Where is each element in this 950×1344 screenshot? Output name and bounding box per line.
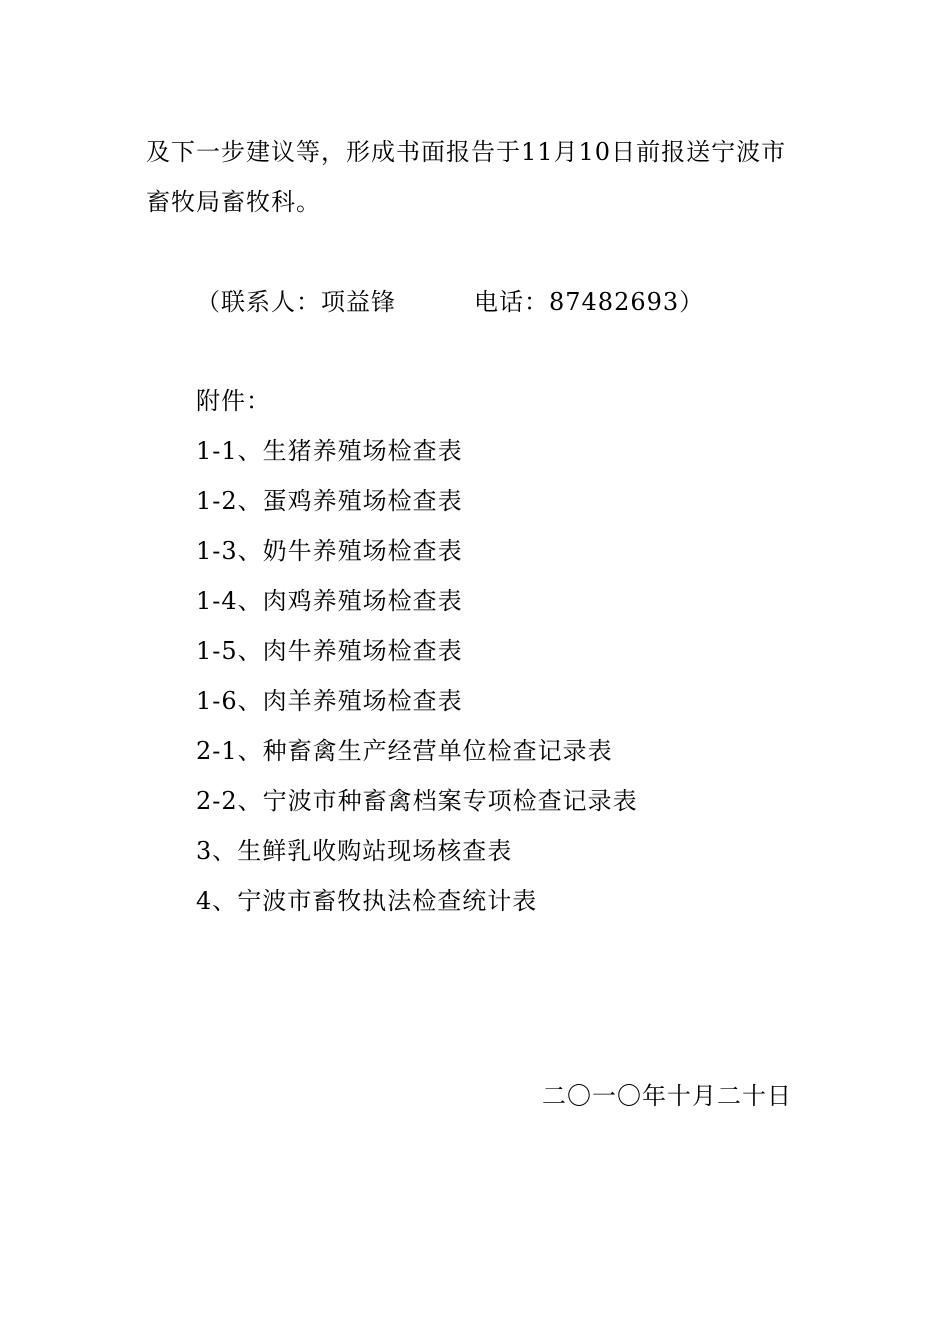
attachment-item: 1-2、蛋鸡养殖场检查表 — [196, 487, 463, 515]
document-date: 二〇一〇年十月二十日 — [542, 1082, 792, 1110]
attachments-list — [196, 436, 638, 936]
attachment-item: 1-5、肉牛养殖场检查表 — [196, 637, 463, 665]
contact-line — [196, 287, 704, 317]
body-paragraph-line-2: 畜牧局畜牧科。 — [146, 188, 321, 216]
body-paragraph-line-1: 及下一步建议等，形成书面报告于11月10日前报送宁波市 — [146, 138, 787, 166]
attachment-item: 1-4、肉鸡养殖场检查表 — [196, 587, 463, 615]
attachment-item: 2-2、宁波市种畜禽档案专项检查记录表 — [196, 787, 638, 815]
attachment-item: 1-6、肉羊养殖场检查表 — [196, 687, 463, 715]
contact-phone: 电话：87482693） — [474, 288, 705, 316]
attachment-item: 4、宁波市畜牧执法检查统计表 — [196, 887, 538, 915]
attachment-item: 1-1、生猪养殖场检查表 — [196, 437, 463, 465]
attachments-label: 附件： — [196, 387, 271, 415]
attachment-item: 1-3、奶牛养殖场检查表 — [196, 537, 463, 565]
contact-person: （联系人：项益锋 — [196, 288, 396, 316]
attachment-item: 2-1、种畜禽生产经营单位检查记录表 — [196, 737, 613, 765]
attachment-item: 3、生鲜乳收购站现场核查表 — [196, 837, 513, 865]
